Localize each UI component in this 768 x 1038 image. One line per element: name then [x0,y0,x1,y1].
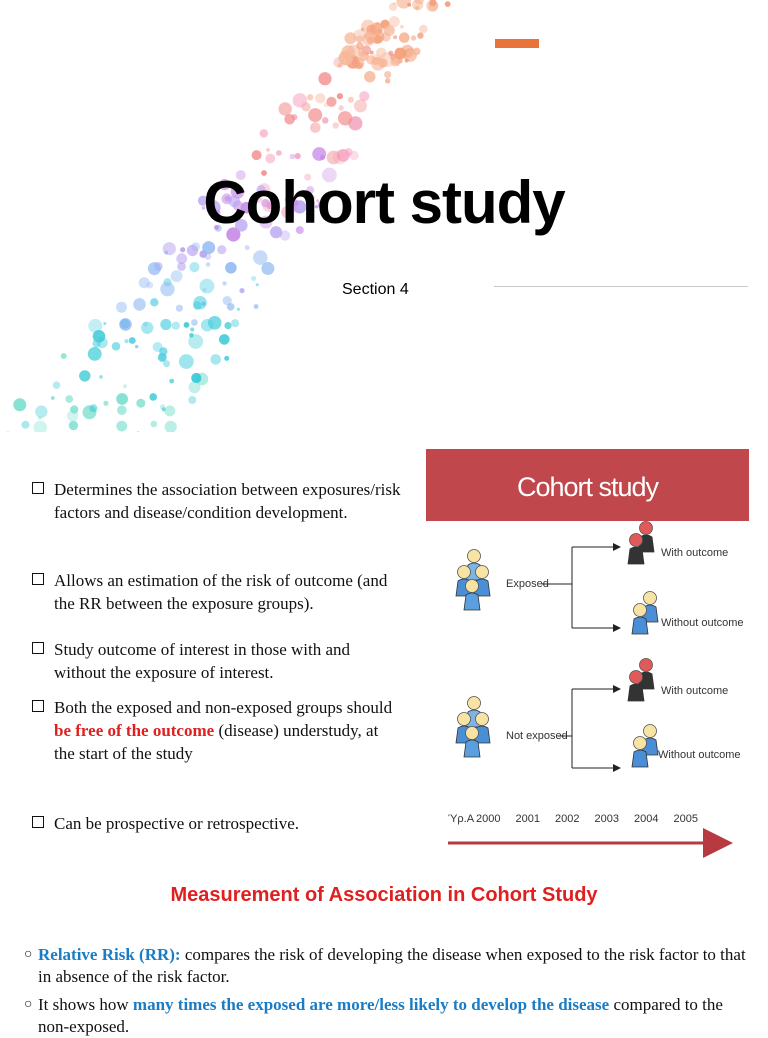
decorative-dot [371,54,381,64]
decorative-dot [310,122,321,133]
decorative-dot [399,32,410,43]
decorative-dot [38,416,42,420]
decorative-dot [89,404,97,412]
decorative-dot [224,356,229,361]
measure-item: ○ It shows how many times the exposed are more/less likely to develop the disease compared to the non-exposed. [24,995,723,1036]
decorative-dot [276,150,282,156]
decorative-dot [357,63,363,69]
decorative-dot [202,241,215,254]
decorative-dot [88,319,102,333]
divider-line [494,286,748,287]
decorative-dot [163,360,170,367]
highlight-text: be free of the outcome [54,721,215,740]
timeline-year: 2004 [634,813,659,825]
decorative-dot [385,78,390,83]
decorative-dot [364,71,375,82]
decorative-dot [370,23,383,36]
decorative-dot [13,398,26,411]
decorative-dot [326,97,336,107]
checkbox-bullet-icon [32,816,44,828]
decorative-dot [266,148,270,152]
decorative-dot [219,334,230,345]
circle-bullet-icon: ○ [24,997,33,1012]
without-outcome-group-icon [632,725,658,768]
cohort-diagram [426,448,750,868]
decorative-dot [217,245,226,254]
decorative-dot [307,94,313,100]
exposed-group-icon [456,550,490,611]
decorative-dot [231,319,239,327]
decorative-dot [79,370,90,381]
timeline-prefix: Ύρ.Α [448,813,475,825]
decorative-dot [237,308,240,311]
decorative-dot [190,327,194,331]
decorative-dot [116,421,127,432]
decorative-dot [205,253,212,260]
bullet-item: Both the exposed and non-exposed groups should be free of the outcome (disease) understudy, at the start of the study [32,696,402,765]
decorative-dot [318,72,331,85]
section-heading: Measurement of Association in Cohort Study [170,884,598,906]
decorative-dot [389,3,397,11]
bullet-item: Allows an estimation of the risk of outcome (and the RR between the exposure groups). [32,569,402,615]
decorative-dot [133,298,146,311]
without-outcome-label: Without outcome [661,617,744,629]
decorative-dot [245,245,250,250]
decorative-dot [201,319,214,332]
decorative-dot [348,97,354,103]
diagram-graphic [426,448,750,868]
checkbox-bullet-icon [32,482,44,494]
decorative-dot [164,251,168,255]
content-slide [0,440,768,870]
decorative-dot [67,410,78,421]
decorative-dot [184,322,190,328]
decorative-dot [188,396,196,404]
decorative-dot [315,93,325,103]
decorative-dot [339,105,344,110]
decorative-dot [396,0,411,9]
exposed-label: Exposed [506,578,549,590]
decorative-dot [260,129,268,137]
decorative-dot [295,153,301,159]
decorative-dot [33,421,47,432]
decorative-dot [388,51,393,56]
accent-bar [495,39,539,48]
bullet-item: Can be prospective or retrospective. [32,812,402,835]
decorative-dot [119,318,132,331]
decorative-dot [405,58,409,62]
slide-title: Cohort study [203,169,565,236]
decorative-dot [65,395,73,403]
decorative-dot [227,303,235,311]
decorative-dot [136,431,139,432]
decorative-dot [116,393,128,405]
decorative-dot [176,253,187,264]
decorative-dot [251,276,256,281]
decorative-dot [428,1,438,11]
decorative-dot [69,421,78,430]
decorative-dot [103,322,106,325]
decorative-dot [356,42,363,49]
decorative-dot [172,322,180,330]
slide-subtitle: Section 4 [342,281,409,298]
timeline-year: 2001 [515,813,540,825]
decorative-dot [129,337,136,344]
decorative-dot [200,279,215,294]
decorative-dot [338,111,352,125]
decorative-dot [210,354,221,365]
decorative-dot [337,63,341,67]
with-outcome-group-icon [628,522,654,565]
decorative-dot [252,150,262,160]
decorative-dot [21,421,29,429]
decorative-dot [393,35,397,39]
decorative-dot [51,396,55,400]
decorative-dot [320,155,325,160]
not-exposed-group-icon [456,697,490,758]
decorative-dot [333,122,339,128]
decorative-dot [411,35,416,40]
decorative-dot [394,48,406,60]
decorative-dot [160,319,171,330]
decorative-dot [354,99,367,112]
checkbox-bullet-icon [32,573,44,585]
timeline-year: 2003 [594,813,619,825]
decorative-dot [99,375,103,379]
with-outcome-label: With outcome [661,685,729,697]
timeline-years [476,813,698,825]
decorative-dot [165,421,177,432]
decorative-dot [160,282,174,296]
decorative-dot [117,405,127,415]
decorative-dot [189,262,199,272]
decorative-dot [103,401,108,406]
decorative-dot [151,421,158,428]
with-outcome-group-icon [628,659,654,702]
decorative-dot [136,399,145,408]
decorative-dot [123,384,127,388]
decorative-dot [5,431,10,432]
timeline-year: 2000 [476,813,501,825]
decorative-dot [191,373,201,383]
decorative-dot [193,296,206,309]
bullet-item: Determines the association between exposures/risk factors and disease/condition development. [32,478,402,524]
decorative-dot [116,302,127,313]
decorative-dot [400,25,404,29]
with-outcome-label: With outcome [661,547,729,559]
decorative-dot [53,381,61,389]
decorative-dot [135,345,138,348]
decorative-dot [88,347,102,361]
decorative-dot [164,405,175,416]
decorative-dot [148,262,161,275]
decorative-dot [176,305,183,312]
circle-bullet-icon: ○ [24,947,33,962]
decorative-dot [356,35,363,42]
decorative-dot [171,270,183,282]
bullet-item: Study outcome of interest in those with and without the exposure of interest. [32,638,402,684]
decorative-dot [407,51,414,58]
decorative-dot [224,322,231,329]
decorative-dot [179,354,194,369]
not-exposed-label: Not exposed [506,730,568,742]
decorative-dot [61,353,67,359]
checkbox-bullet-icon [32,642,44,654]
decorative-dot [344,32,356,44]
decorative-dot [290,154,296,160]
decorative-dot [146,282,153,289]
decorative-dot [141,322,153,334]
decorative-dot [415,6,419,10]
decorative-dot [169,379,174,384]
checkbox-bullet-icon [32,700,44,712]
measure-item: ○ Relative Risk (RR): compares the risk of developing the disease when exposed to the risk factor to that in absence of the risk factor. [24,945,746,986]
decorative-dot [253,250,268,265]
decorative-dot [35,405,47,417]
decorative-dot [337,93,343,99]
decorative-dot [341,45,355,59]
without-outcome-label: Without outcome [658,749,741,761]
decorative-dot [413,48,421,56]
title-slide [0,0,768,432]
decorative-dot [293,93,308,108]
decorative-dot [206,262,211,267]
decorative-dot [333,150,347,164]
decorative-dot [417,32,423,38]
decorative-dot [239,288,244,293]
decorative-dot [374,35,382,43]
decorative-dot [203,288,207,292]
decorative-dot [180,247,185,252]
decorative-dot [279,102,292,115]
diagram-header: Cohort study [426,449,749,521]
decorative-dot [112,342,121,351]
decorative-dot [150,298,158,306]
decorative-dot [162,407,166,411]
without-outcome-group-icon [632,592,658,635]
decorative-dot [92,339,100,347]
decorative-dot [191,319,198,326]
decorative-dot [419,25,428,34]
decorative-dot [254,304,259,309]
decorative-dot [153,342,163,352]
decorative-dot [187,245,198,256]
decorative-dot [225,262,237,274]
decorative-dot [308,108,322,122]
decorative-dot [149,393,157,401]
decorative-dot [188,334,203,349]
decorative-dot [383,25,394,36]
decorative-dot [322,117,329,124]
decorative-dot [256,283,259,286]
timeline-year: 2005 [673,813,698,825]
decorative-dot [445,1,451,7]
decorative-dot [222,281,226,285]
timeline-year: 2002 [555,813,580,825]
decorative-dot [125,339,129,343]
decorative-dot [189,381,201,393]
decorative-dot [384,71,391,78]
decorative-dot [265,154,275,164]
decorative-dot [370,51,374,55]
